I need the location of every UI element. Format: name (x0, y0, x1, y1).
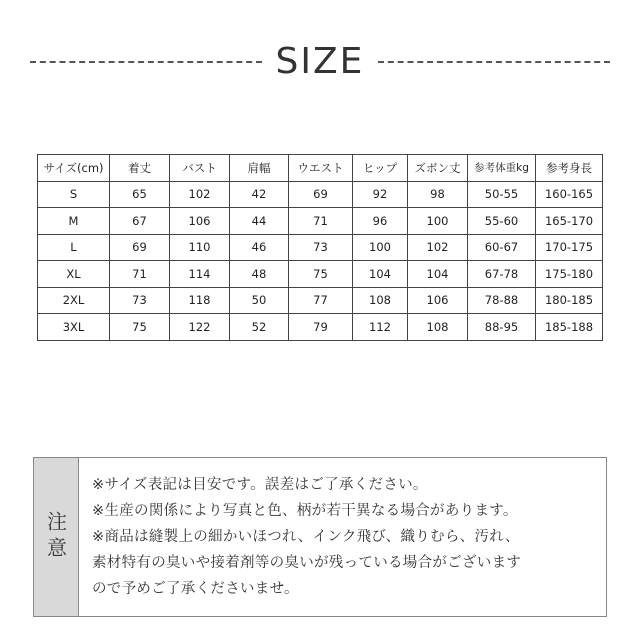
table-cell: 180-185 (536, 287, 603, 314)
header-shoulder: 肩幅 (230, 155, 289, 182)
table-cell: 114 (170, 261, 230, 288)
table-cell: 73 (289, 234, 353, 261)
table-cell: 104 (353, 261, 408, 288)
table-cell: 55-60 (468, 208, 536, 235)
table-cell: 106 (170, 208, 230, 235)
table-cell: 185-188 (536, 314, 603, 341)
table-cell: 67 (110, 208, 170, 235)
table-cell: 42 (230, 181, 289, 208)
notes-box (33, 457, 607, 617)
header-length: 着丈 (110, 155, 170, 182)
page-title: SIZE (275, 41, 365, 82)
table-cell: M (38, 208, 110, 235)
table-cell: XL (38, 261, 110, 288)
table-cell: S (38, 181, 110, 208)
table-cell: 100 (408, 208, 468, 235)
notes-label-panel (34, 458, 79, 616)
table-cell: 79 (289, 314, 353, 341)
table-cell: 71 (289, 208, 353, 235)
table-cell: 50-55 (468, 181, 536, 208)
table-cell: 44 (230, 208, 289, 235)
table-cell: 118 (170, 287, 230, 314)
table-cell: 48 (230, 261, 289, 288)
header-weight: 参考体重kg (468, 155, 536, 182)
table-cell: 108 (408, 314, 468, 341)
table-row (38, 314, 603, 341)
table-cell: 69 (289, 181, 353, 208)
table-cell: 73 (110, 287, 170, 314)
table-header-row (38, 155, 603, 182)
table-cell: 102 (170, 181, 230, 208)
table-cell: 100 (353, 234, 408, 261)
table-cell: 75 (110, 314, 170, 341)
header-height: 参考身長 (536, 155, 603, 182)
table-cell: 122 (170, 314, 230, 341)
table-row (38, 181, 603, 208)
header-waist: ウエスト (289, 155, 353, 182)
table-cell: 52 (230, 314, 289, 341)
note-line: ※サイズ表記は目安です。誤差はご了承ください。 (92, 477, 428, 493)
table-cell: 112 (353, 314, 408, 341)
table-row (38, 261, 603, 288)
table-cell: 60-67 (468, 234, 536, 261)
table-cell: 98 (408, 181, 468, 208)
table-cell: 102 (408, 234, 468, 261)
note-line: ※商品は縫製上の細かいほつれ、インク飛び、織りむら、汚れ、 (92, 529, 520, 545)
table-cell: 3XL (38, 314, 110, 341)
table-cell: 88-95 (468, 314, 536, 341)
table-cell: 110 (170, 234, 230, 261)
notes-label: 注意 (43, 511, 68, 563)
table-cell: 2XL (38, 287, 110, 314)
table-cell: 46 (230, 234, 289, 261)
table-cell: 108 (353, 287, 408, 314)
table-cell: 67-78 (468, 261, 536, 288)
table-cell: 71 (110, 261, 170, 288)
table-cell: 106 (408, 287, 468, 314)
dashed-divider-right (378, 61, 610, 63)
table-cell: 75 (289, 261, 353, 288)
note-line: ので予めご了承くださいませ。 (92, 581, 299, 597)
note-line: ※生産の関係により写真と色、柄が若干異なる場合があります。 (92, 503, 518, 519)
table-cell: 78-88 (468, 287, 536, 314)
header-pants-length: ズボン丈 (408, 155, 468, 182)
table-cell: 77 (289, 287, 353, 314)
table-cell: 69 (110, 234, 170, 261)
table-cell: 50 (230, 287, 289, 314)
title-row (30, 40, 610, 84)
size-table (37, 154, 603, 341)
table-cell: 96 (353, 208, 408, 235)
header-size: サイズ(cm) (38, 155, 110, 182)
table-row (38, 234, 603, 261)
table-cell: 170-175 (536, 234, 603, 261)
table-cell: 92 (353, 181, 408, 208)
table-cell: 104 (408, 261, 468, 288)
header-hip: ヒップ (353, 155, 408, 182)
table-cell: 165-170 (536, 208, 603, 235)
table-cell: L (38, 234, 110, 261)
table-row (38, 287, 603, 314)
header-bust: バスト (170, 155, 230, 182)
note-line: 素材特有の臭いや接着剤等の臭いが残っている場合がございます (92, 555, 522, 571)
table-row (38, 208, 603, 235)
table-cell: 65 (110, 181, 170, 208)
table-body (38, 181, 603, 340)
table-cell: 175-180 (536, 261, 603, 288)
table-cell: 160-165 (536, 181, 603, 208)
notes-body (92, 472, 602, 602)
